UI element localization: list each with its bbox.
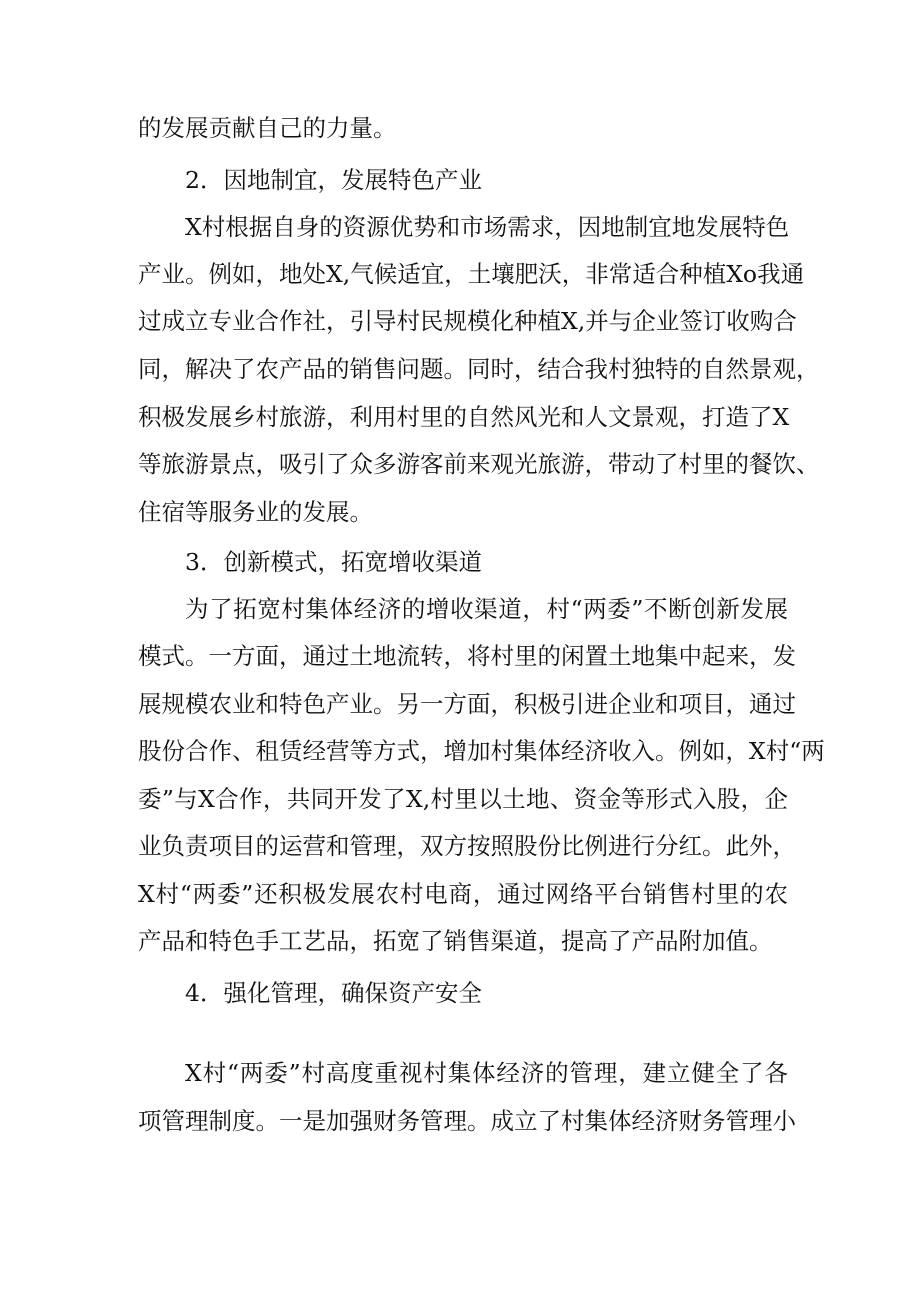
paragraph-line: 住宿等服务业的发展。 — [138, 498, 373, 526]
paragraph-line: 积极发展乡村旅游，利用村里的自然风光和人文景观，打造了X — [138, 403, 790, 431]
paragraph-line: 产品和特色手工艺品，拓宽了销售渠道，提高了产品附加值。 — [138, 927, 773, 955]
paragraph-line: 展规模农业和特色产业。另一方面，积极引进企业和项目，通过 — [138, 690, 796, 718]
paragraph-line: 为了拓宽村集体经济的增收渠道，村“两委”不断创新发展 — [185, 595, 788, 623]
paragraph-line: 的发展贡献自己的力量。 — [138, 114, 397, 142]
paragraph-line: 产业。例如，地处X,气候适宜，土壤肥沃，非常适合种植Xo我通 — [138, 260, 805, 288]
paragraph-line: 同，解决了农产品的销售问题。同时，结合我村独特的自然景观， — [138, 355, 820, 383]
paragraph-line: X村“两委”村高度重视村集体经济的管理，建立健全了各 — [185, 1059, 788, 1087]
section-heading-4: 4．强化管理，确保资产安全 — [185, 979, 482, 1007]
section-heading-3: 3．创新模式，拓宽增收渠道 — [185, 548, 482, 576]
paragraph-line: 股份合作、租赁经营等方式，增加村集体经济收入。例如，X村“两 — [138, 737, 825, 765]
paragraph-line: 模式。一方面，通过土地流转，将村里的闲置土地集中起来，发 — [138, 642, 796, 670]
paragraph-line: 等旅游景点，吸引了众多游客前来观光旅游，带动了村里的餐饮、 — [138, 450, 820, 478]
paragraph-line: 委”与X合作，共同开发了X,村里以土地、资金等形式入股，企 — [138, 785, 788, 813]
paragraph-line: 项管理制度。一是加强财务管理。成立了村集体经济财务管理小 — [138, 1107, 796, 1135]
paragraph-line: X村根据自身的资源优势和市场需求，因地制宜地发展特色 — [185, 213, 790, 241]
paragraph-line: X村“两委”还积极发展农村电商，通过网络平台销售村里的农 — [138, 880, 788, 908]
paragraph-line: 业负责项目的运营和管理，双方按照股份比例进行分红。此外， — [138, 832, 796, 860]
paragraph-line: 过成立专业合作社，引导村民规模化种植X,并与企业签订收购合 — [138, 307, 797, 335]
section-heading-2: 2．因地制宜，发展特色产业 — [185, 166, 482, 194]
